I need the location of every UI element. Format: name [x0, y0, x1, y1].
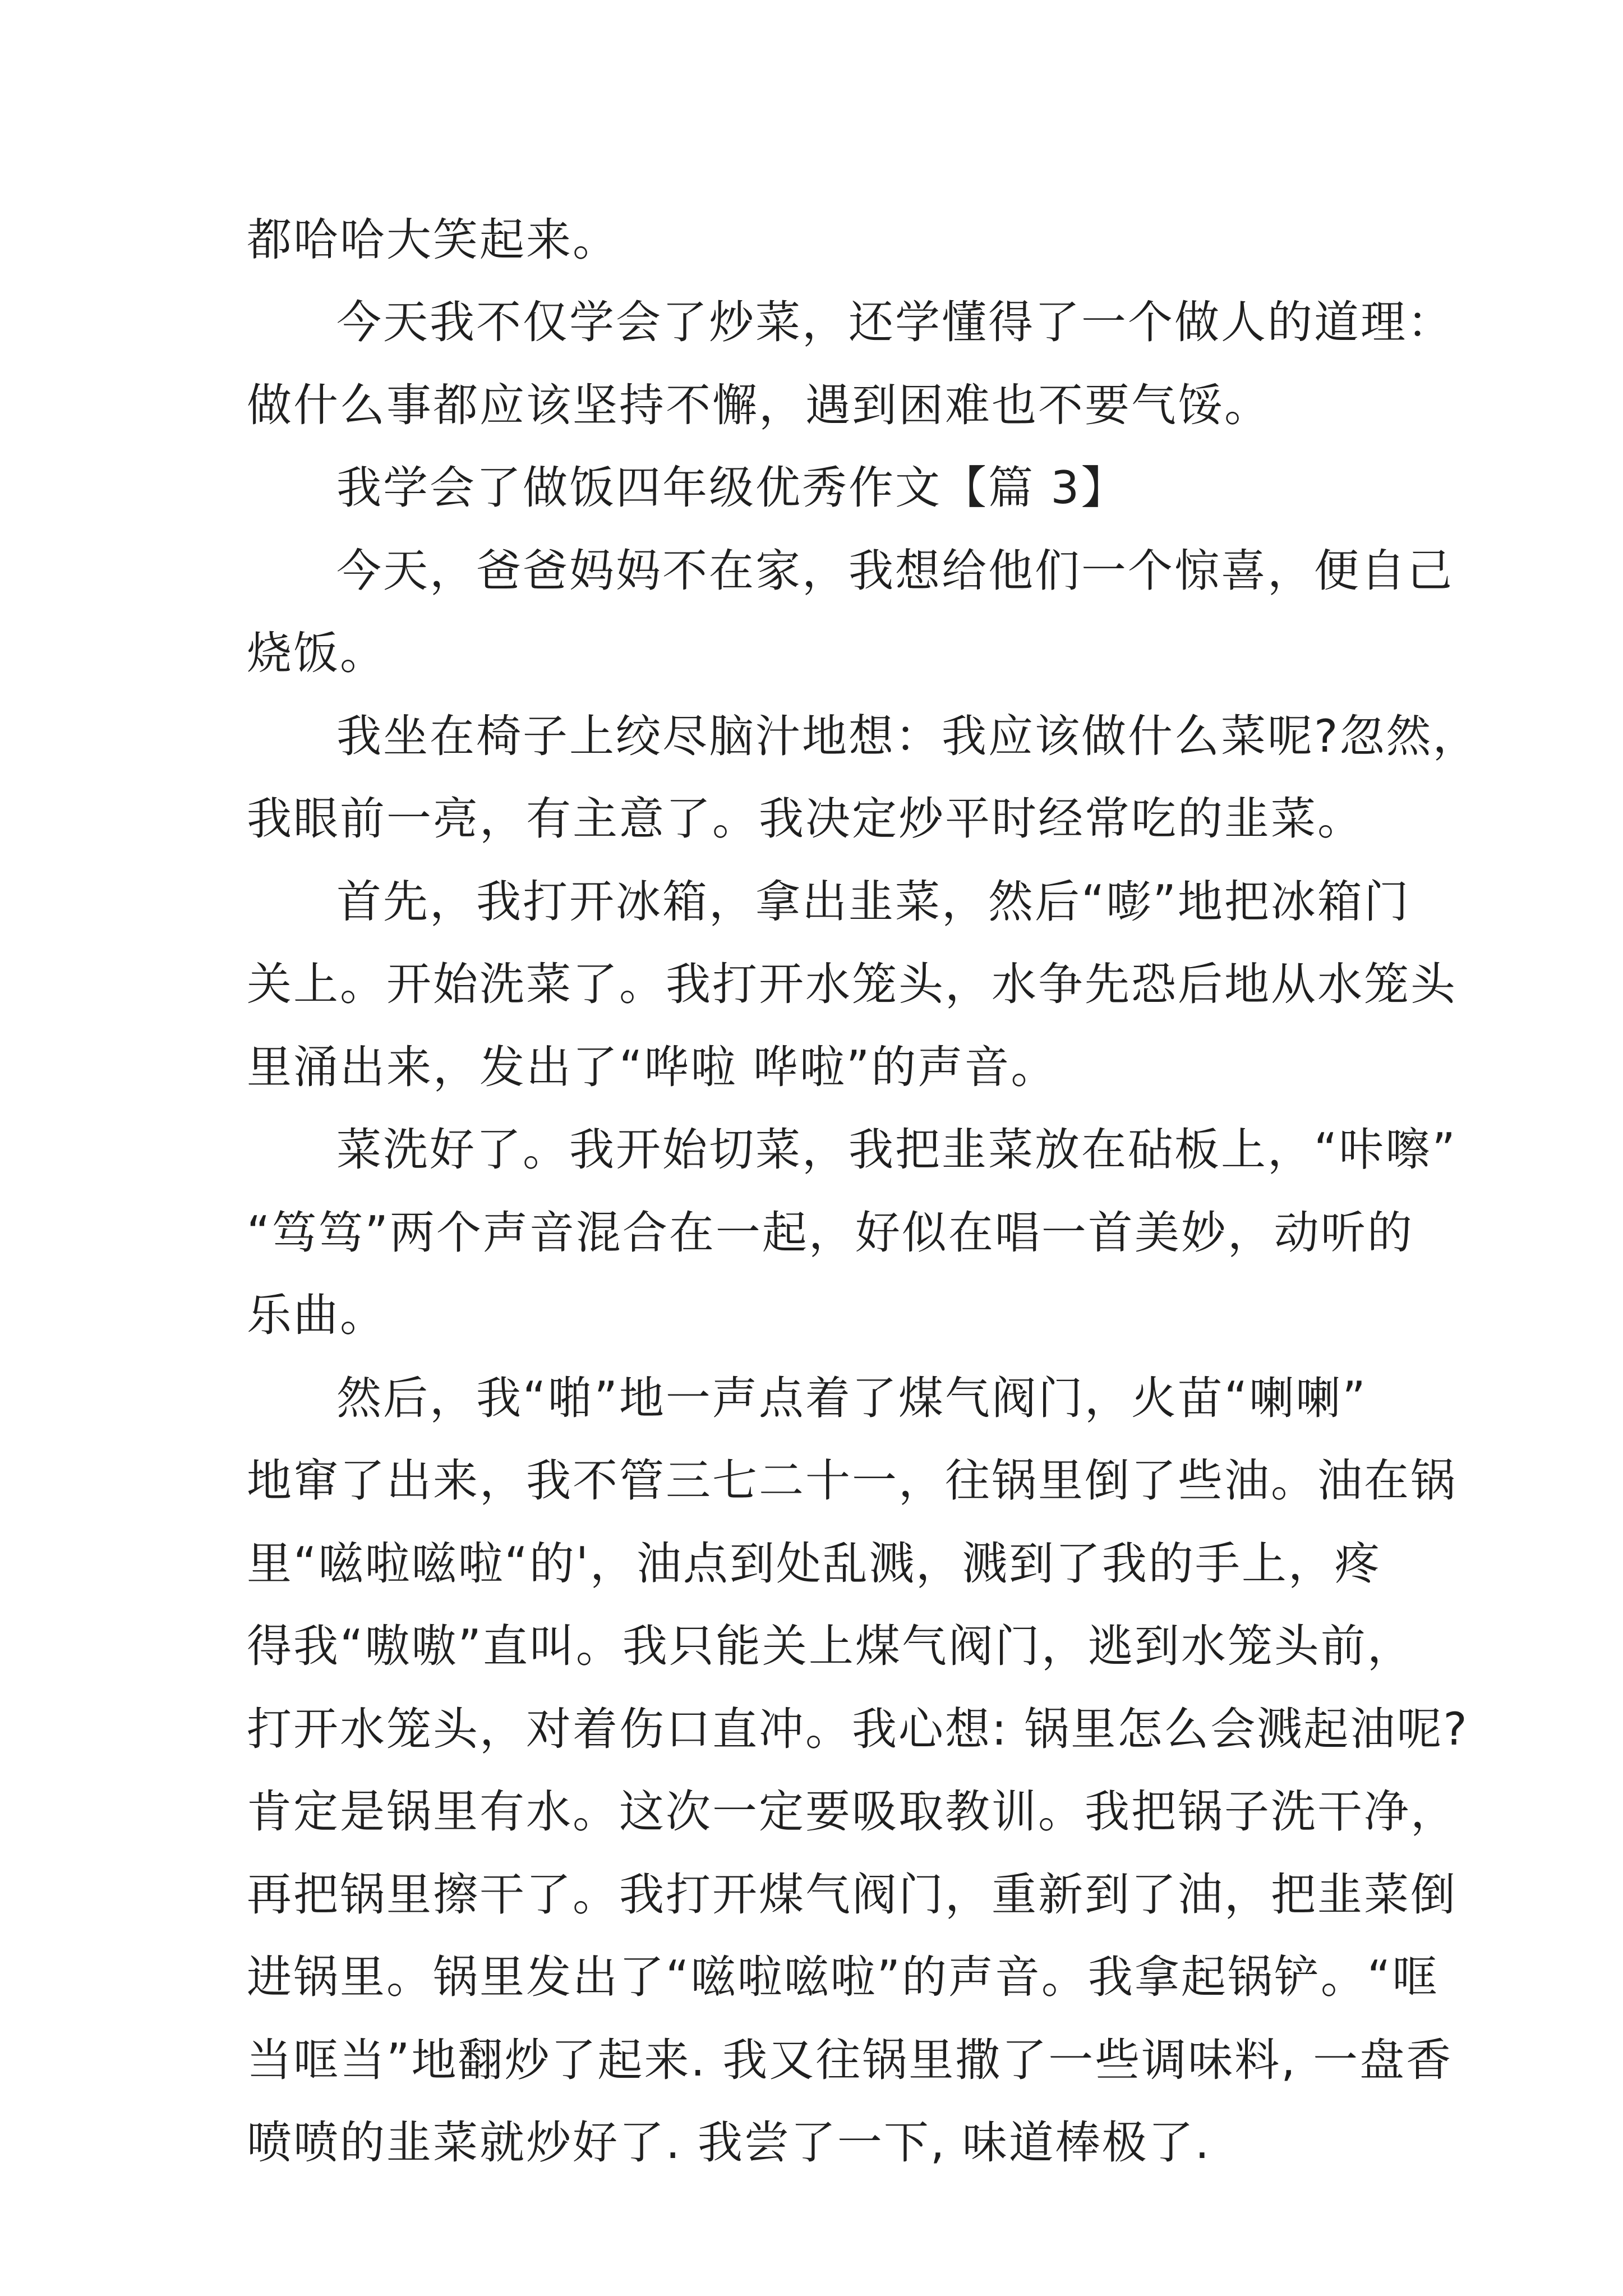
text-line: 里“嗞啦嗞啦“的'，油点到处乱溅，溅到了我的手上，疼 — [247, 1538, 1381, 1590]
text-line: 烧饭。 — [247, 627, 386, 679]
section-heading: 我学会了做饭四年级优秀作文【篇 3】 — [336, 462, 1128, 514]
text-line: 打开水笼头，对着伤口直冲。我心想: 锅里怎么会溅起油呢? — [247, 1703, 1469, 1755]
text-line: 然后，我“啪”地一声点着了煤气阀门，火苗“喇喇” — [336, 1372, 1367, 1424]
text-line: 都哈哈大笑起来。 — [247, 214, 619, 266]
text-line: 菜洗好了。我开始切菜，我把韭菜放在砧板上，“咔嚓” — [336, 1124, 1457, 1176]
text-line: 乐曲。 — [247, 1289, 386, 1341]
text-line: 今天，爸爸妈妈不在家，我想给他们一个惊喜，便自己 — [336, 545, 1454, 597]
text-line: 当哐当”地翻炒了起来. 我又往锅里撒了一些调味料, 一盘香 — [247, 2034, 1453, 2086]
text-line: 进锅里。锅里发出了“嗞啦嗞啦”的声音。我拿起锅铲。“哐 — [247, 1951, 1439, 2003]
text-line: 关上。开始洗菜了。我打开水笼头，水争先恐后地从水笼头 — [247, 958, 1457, 1010]
text-line: 得我“嗷嗷”直叫。我只能关上煤气阀门，逃到水笼头前， — [247, 1620, 1414, 1672]
text-line: 首先，我打开冰箱，拿出韭菜，然后“嘭”地把冰箱门 — [336, 876, 1410, 928]
text-line: 再把锅里擦干了。我打开煤气阀门，重新到了油，把韭菜倒 — [247, 1869, 1457, 1921]
text-line: “笃笃”两个声音混合在一起，好似在唱一首美妙，动听的 — [247, 1207, 1414, 1259]
text-line: 我眼前一亮，有主意了。我决定炒平时经常吃的韭菜。 — [247, 793, 1364, 845]
text-line: 肯定是锅里有水。这次一定要吸取教训。我把锅子洗干净， — [247, 1786, 1457, 1838]
text-line: 地窜了出来，我不管三七二十一，往锅里倒了些油。油在锅 — [247, 1455, 1457, 1507]
text-line: 里涌出来，发出了“哗啦 哗啦”的声音。 — [247, 1041, 1058, 1093]
text-line: 做什么事都应该坚持不懈，遇到困难也不要气馁。 — [247, 379, 1271, 431]
text-line: 今天我不仅学会了炒菜，还学懂得了一个做人的道理： — [336, 296, 1454, 348]
text-line: 喷喷的韭菜就炒好了. 我尝了一下, 味道棒极了. — [247, 2116, 1211, 2169]
text-line: 我坐在椅子上绞尽脑汁地想：我应该做什么菜呢?忽然， — [336, 710, 1479, 762]
